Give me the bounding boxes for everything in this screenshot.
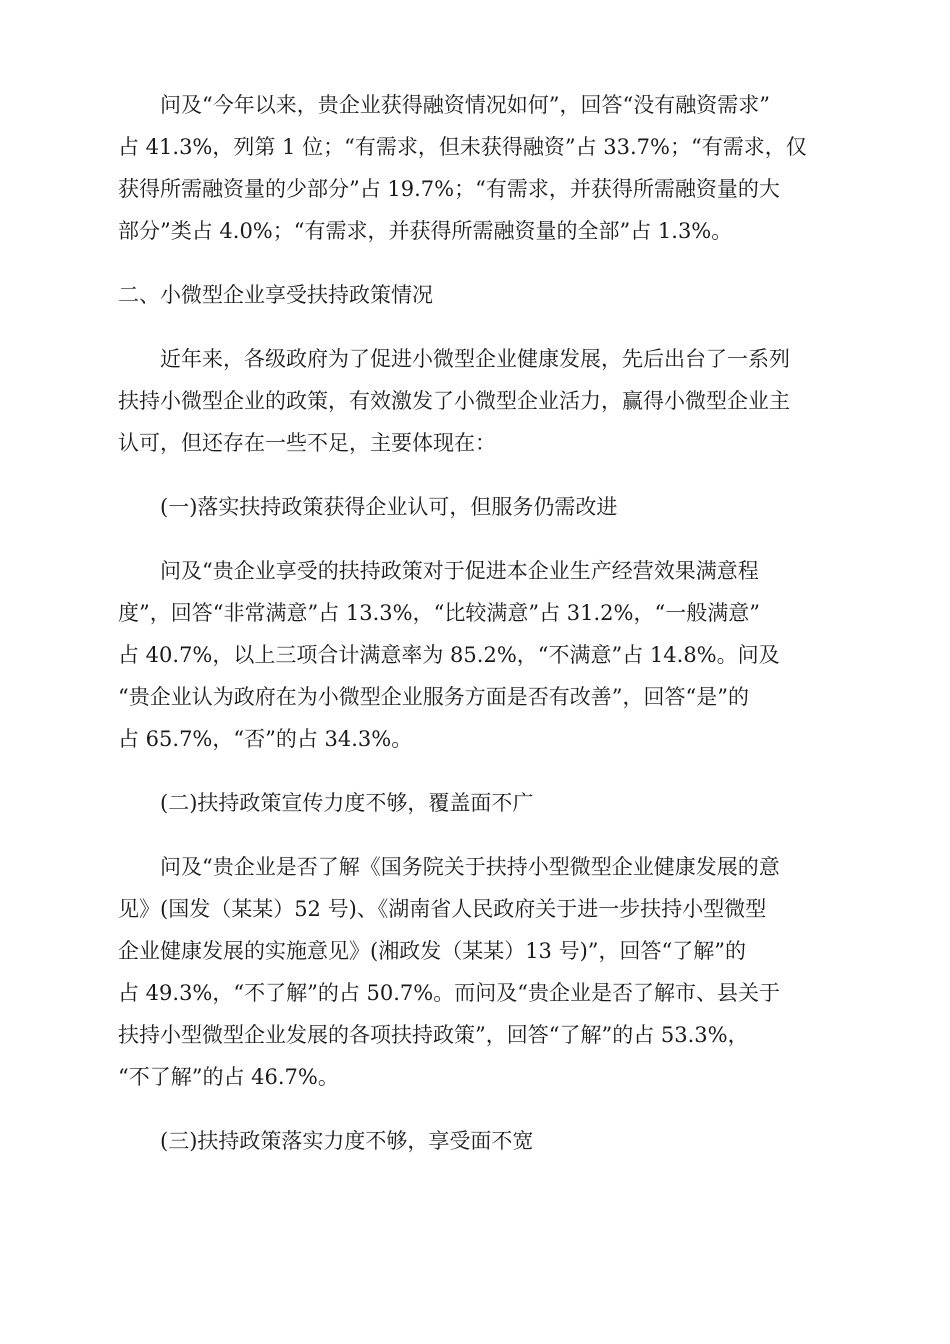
paragraph-financing <box>118 84 838 252</box>
text-line: 占 49.3%，“不了解”的占 50.7%。而问及“贵企业是否了解市、县关于 <box>118 981 780 1005</box>
paragraph-policy-intro <box>118 338 838 464</box>
document-page <box>118 84 838 1162</box>
section-heading-2: 二、小微型企业享受扶持政策情况 <box>118 283 433 307</box>
text-line: 问及“贵企业是否了解《国务院关于扶持小型微型企业健康发展的意 <box>160 855 780 879</box>
text-line: 扶持小微型企业的政策，有效激发了小微型企业活力，赢得小微型企业主 <box>118 389 790 413</box>
text-line: 问及“今年以来，贵企业获得融资情况如何”，回答“没有融资需求” <box>160 93 770 117</box>
text-line: “贵企业认为政府在为小微型企业服务方面是否有改善”，回答“是”的 <box>118 685 749 709</box>
paragraph-awareness <box>118 846 838 1098</box>
text-line: 度”，回答“非常满意”占 13.3%，“比较满意”占 31.2%，“一般满意” <box>118 601 760 625</box>
text-line: 占 65.7%，“否”的占 34.3%。 <box>118 727 413 751</box>
text-line: 近年来，各级政府为了促进小微型企业健康发展，先后出台了一系列 <box>160 347 790 371</box>
subsection-heading-1: (一)落实扶持政策获得企业认可，但服务仍需改进 <box>160 495 618 519</box>
subsection-heading-3: (三)扶持政策落实力度不够，享受面不宽 <box>160 1129 534 1153</box>
text-line: 见》(国发（某某）52 号)、《湖南省人民政府关于进一步扶持小型微型 <box>118 897 767 921</box>
text-line: 扶持小型微型企业发展的各项扶持政策”，回答“了解”的占 53.3%， <box>118 1023 749 1047</box>
text-line: 占 41.3%，列第 1 位；“有需求，但未获得融资”占 33.7%；“有需求，仅 <box>118 135 807 159</box>
text-line: 获得所需融资量的少部分”占 19.7%；“有需求，并获得所需融资量的大 <box>118 177 780 201</box>
text-line: 认可，但还存在一些不足，主要体现在： <box>118 431 496 455</box>
subsection-heading-2: (二)扶持政策宣传力度不够，覆盖面不广 <box>160 791 534 815</box>
text-line: 部分”类占 4.0%；“有需求，并获得所需融资量的全部”占 1.3%。 <box>118 219 733 243</box>
paragraph-satisfaction <box>118 550 838 760</box>
text-line: 企业健康发展的实施意见》(湘政发（某某）13 号)”，回答“了解”的 <box>118 939 746 963</box>
text-line: “不了解”的占 46.7%。 <box>118 1065 339 1089</box>
text-line: 占 40.7%，以上三项合计满意率为 85.2%，“不满意”占 14.8%。问及 <box>118 643 780 667</box>
text-line: 问及“贵企业享受的扶持政策对于促进本企业生产经营效果满意程 <box>160 559 759 583</box>
